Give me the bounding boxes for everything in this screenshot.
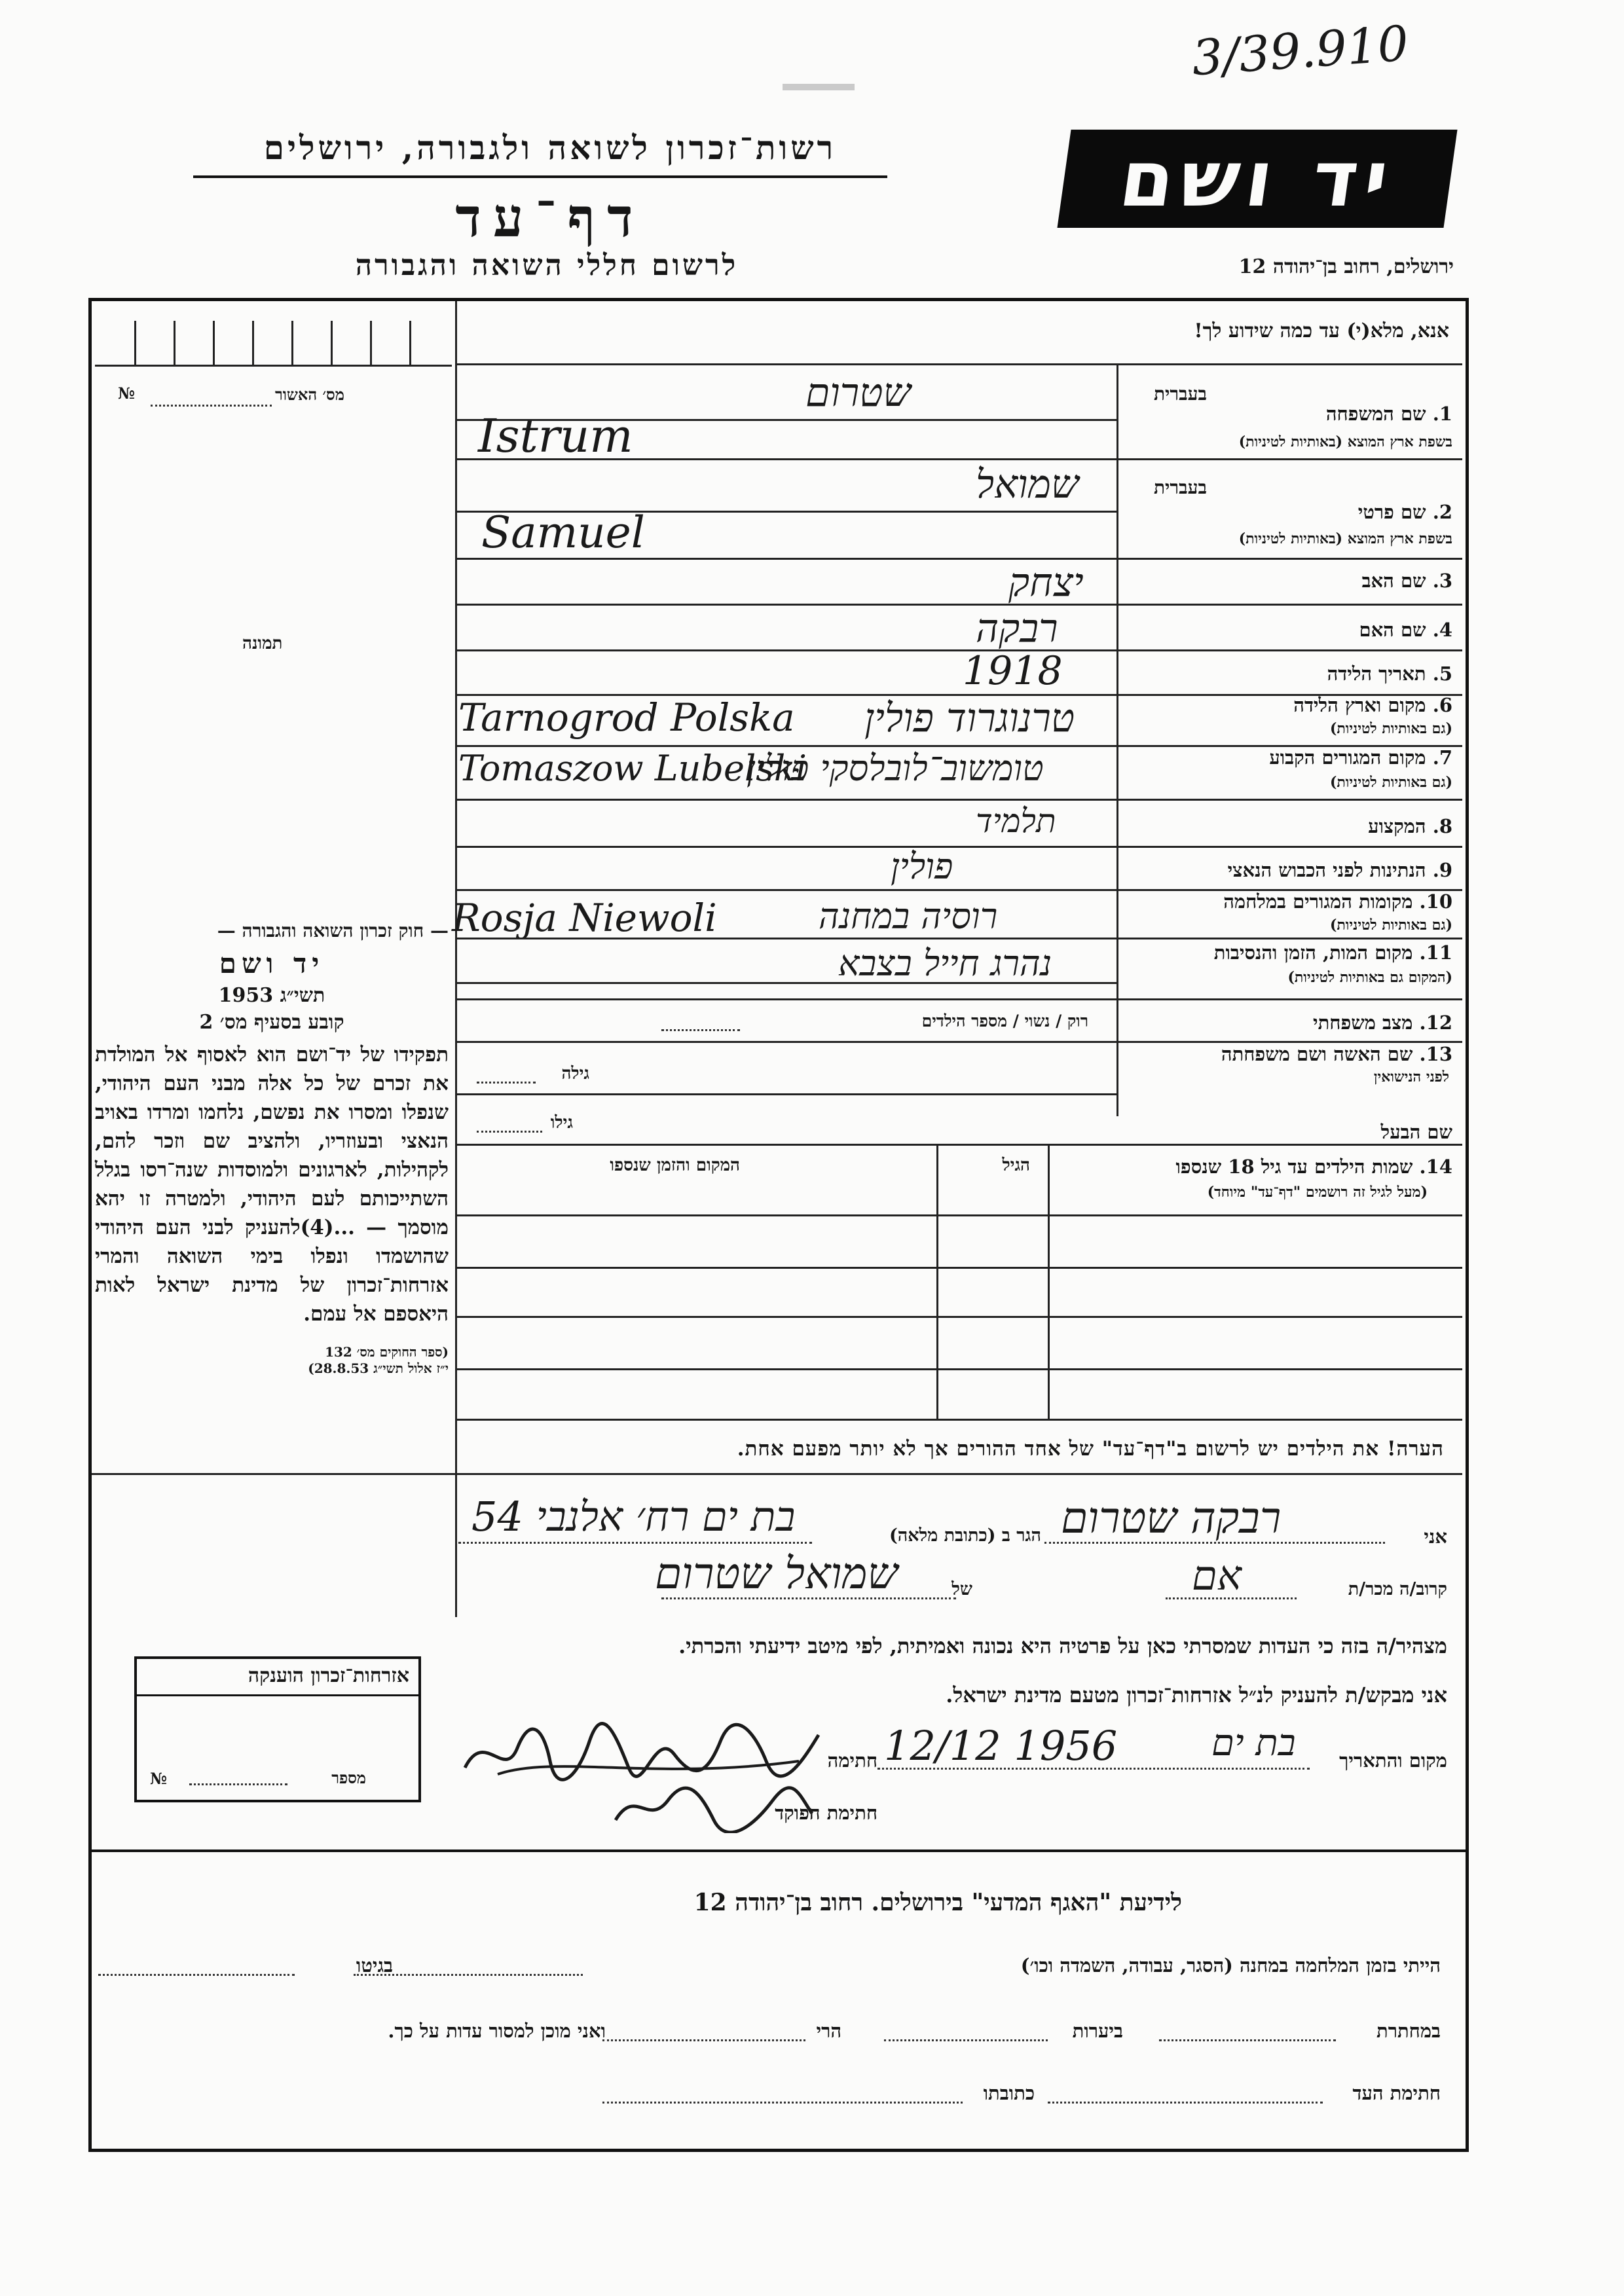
bottom-section-rule [92,1850,1466,1852]
law-reference-date: י״ז אלול תשי״ג 28.8.53) [308,1360,449,1376]
bottom-line3-b-fill[interactable] [602,2102,963,2104]
declaration-2: אני מבקש/ת להעניק לנ״ל אזרחות־זכרון מטעם מדינת ישראל. [946,1683,1447,1707]
field-13-name: שם האשה ושם משפחתה [1221,1043,1413,1065]
signature-label: חתימה [827,1749,877,1772]
field-9-value[interactable]: פולין [891,846,953,887]
field-4-rule [455,649,1462,651]
place-value[interactable]: בת ים [1211,1722,1296,1764]
address: ירושלים, רחוב בן־יהודה 12 [1238,255,1454,278]
field-12-name: מצב משפחתי [1313,1011,1413,1034]
approval-number-sign: № [118,384,136,403]
declarant-name[interactable]: רבקה שטרום [1061,1493,1282,1543]
citizenship-number-sign: № [150,1769,168,1788]
approval-number-label: מס׳ האשור [275,385,344,404]
field-6-name: מקום וארץ הלידה [1293,694,1426,716]
field-8-name: המקצוע [1368,815,1426,837]
field-2-lang: בעברית [1153,477,1207,498]
of-label: של [951,1579,972,1599]
children-label: 14. שמות הילדים עד גיל 18 שנספו [1175,1156,1452,1178]
yad-vashem-logo [1057,130,1457,228]
field-2-name: שם פרטי [1357,501,1426,523]
bottom-line1-end-fill[interactable] [98,1974,295,1976]
field-12-label [1313,1011,1452,1034]
field-11-rule [455,998,1462,1000]
field-11-label [1214,941,1452,964]
intro-rule [455,363,1462,365]
husband-age-label: גילו [550,1113,573,1133]
field-10-rule [455,938,1462,939]
intro-text: אנא, מלא(י) עד כמה שידוע לך! [1194,319,1449,342]
logo-text: יד ושם [1114,134,1401,224]
field-2-value-latin[interactable]: Samuel [481,507,645,558]
tick-row [95,321,452,367]
field-2-sub: בשפת ארץ המוצא (באותיות לטיניות) [1238,530,1452,547]
law-year: תשי״ג 1953 [218,984,325,1007]
field-1-label [1326,403,1452,426]
wife-age-line[interactable] [477,1082,536,1084]
field-11-rule-a [455,982,1116,984]
law-box [95,920,449,1377]
husband-age-line[interactable] [477,1131,542,1133]
field-8-rule [455,846,1462,848]
children-header-rule [455,1214,1462,1216]
field-4-num: 4. [1432,619,1452,641]
field-6-label [1293,694,1452,717]
field-5-label [1327,663,1452,685]
field-1-rule [455,458,1462,460]
field-1-lang: בעברית [1153,383,1207,405]
field-11-num: 11. [1419,941,1452,964]
bottom-line3-a: חתימת העד [1352,2082,1441,2104]
date-value[interactable]: 12/12 1956 [884,1722,1118,1770]
field-2-value[interactable]: שמואל [976,462,1079,507]
field-6-sub: (גם באותיות לטיניות) [1329,720,1452,737]
field-12-num: 12. [1419,1011,1452,1034]
citizenship-number-line[interactable] [189,1783,287,1785]
field-1-value[interactable]: שטרום [805,370,911,416]
field-8-num: 8. [1432,815,1452,837]
field-10-name: מקומות המגורים במלחמה [1223,890,1413,913]
field-12-children-line[interactable] [661,1029,740,1031]
relation-value[interactable]: אם [1192,1552,1242,1599]
field-7-label [1269,746,1452,769]
archive-number: 3/39.910 [1190,15,1411,87]
note-rule [455,1473,1462,1475]
field-7-num: 7. [1432,746,1452,769]
field-13-rule-b [455,1144,1462,1146]
husband-label: שם הבעל [1380,1121,1452,1143]
field-9-name: הנתינות לפני הכבוש הנאצי [1227,859,1426,881]
children-row-1 [455,1267,1462,1269]
field-10-value-latin[interactable]: Rosja Niewoli [452,896,717,940]
field-13-sub: לפני הנישואין [1373,1068,1449,1085]
declarant-address-line [458,1542,812,1544]
field-3-value[interactable]: יצחק [1008,560,1084,606]
field-11-sub: (המקום גם באותיות לטיניות) [1287,969,1452,986]
field-6-value-latin[interactable]: Tarnogrod Polska [458,695,795,740]
law-section: קובע בסעיף מס׳ 2 [199,1011,344,1034]
field-12-value[interactable]: רוק / נשוי / מספר הילדים [921,1011,1088,1030]
field-7-rule [455,799,1462,801]
field-13-label [1221,1043,1452,1066]
institution-name: רשות־זכרון לשואה ולגבורה, ירושלים [263,128,837,167]
children-row-4 [455,1419,1462,1421]
form-title: דף־עד [455,187,645,249]
bottom-line3-b: כתובתו [983,2082,1035,2104]
field-13-rule [455,1093,1116,1095]
bottom-line2-b: ביערות [1072,2020,1123,2042]
field-8-value[interactable]: תלמיד [976,802,1056,840]
bottom-line2-c: הרי [816,2020,841,2042]
field-8-label [1368,815,1452,838]
law-reference: (ספר החוקים מס׳ 132 [325,1344,449,1360]
field-6-value[interactable]: טרנוגרוד פולין [864,695,1075,741]
note-text: הערה! את הילדים יש לרשום ב"דף־עד" של אחד ההורים אך לא יותר מפעם אחת. [737,1437,1444,1461]
children-row-3 [455,1368,1462,1370]
field-9-num: 9. [1432,859,1452,881]
field-11-name: מקום המות, הזמן והנסיבות [1213,941,1413,964]
children-col-divider-2 [936,1144,938,1419]
field-13-num: 13. [1419,1043,1452,1065]
place-date-label: מקום והתאריך [1339,1749,1447,1772]
citizenship-box [134,1656,421,1802]
field-6-num: 6. [1432,694,1452,716]
field-1-value-latin[interactable]: Istrum [478,409,633,463]
field-2-label [1358,501,1452,524]
children-col-place: המקום והזמן שנספו [610,1156,740,1175]
of-name-line [661,1597,956,1599]
children-col-divider-1 [1048,1144,1050,1419]
field-3-num: 3. [1432,570,1452,592]
field-7-value-latin[interactable]: Tomaszow Lubelski [458,748,807,789]
official-signature-label: חתימת הפוקד [775,1802,877,1824]
field-7-value[interactable]: טומשוב־לובלסקי פולין [747,748,1044,789]
field-10-sub: (גם באותיות לטיניות) [1329,917,1452,934]
law-text: תפקידו של יד־ושם הוא לאסוף אל המולדת את זכרם של כל אלה מבני העם היהודי, שנפלו ומסרו את נפשם, נלחמו ומרדו באויב הנאצי ובעוזריו, ולהציב שם וזכר להם, לקהילות, לארגונים ולמוסדות שנה־רסו בגלל השתייכותם לעם היהודי, ולמטרה זו יהא מוסמך — ...(4)להעניק לבני העם היהודי שהושמדו ונפלו בימי השואה והמרי אזרחות־זכרון של מדינת ישראל לאות היאספם אל עמם. [95,1043,449,1326]
photo-label: תמונה [242,634,283,653]
field-9-label [1228,859,1452,882]
declarant-i-label: אני [1424,1525,1447,1548]
field-3-name: שם האב [1361,570,1426,592]
field-4-label [1359,619,1452,642]
citizenship-title: אזרחות־זכרון הוענקה [137,1659,418,1696]
field-2-rule [455,558,1462,560]
law-title: — חוק זכרון השואה והגבורה — [217,920,449,941]
children-col-age: הגיל [1002,1156,1030,1175]
field-10-label [1223,890,1452,913]
bottom-line3-a-fill[interactable] [1048,2102,1323,2104]
declarant-address[interactable]: בת ים רח׳ אלנבי 54 [471,1493,796,1540]
field-2-num: 2. [1432,501,1452,523]
stamp-smudge [783,84,855,90]
declarant-signature[interactable] [458,1715,825,1787]
official-signature-scribble [609,1781,819,1833]
declarant-name-line [1044,1542,1385,1544]
field-1-name: שם המשפחה [1325,403,1426,425]
wife-age-label: גילה [561,1064,589,1084]
bottom-line2-a-fill[interactable] [1159,2039,1336,2041]
field-10-num: 10. [1419,890,1452,913]
date-line [877,1768,1310,1770]
official-signature[interactable] [609,1781,819,1833]
bottom-line1: הייתי בזמן המלחמה במחנה (הסגר, עבודה, השמדה וכו׳) [1020,1954,1441,1977]
children-sub: (מעל לגיל זה רושמים "דף־עד" מיוחד) [1207,1184,1428,1201]
signature-scribble [458,1715,825,1787]
field-5-num: 5. [1432,663,1452,685]
field-7-name: מקום המגורים הקבוע [1269,746,1426,769]
field-4-name: שם האם [1359,619,1426,641]
relation-line [1166,1597,1297,1599]
field-1-num: 1. [1432,403,1452,425]
law-bottom-rule [92,1473,455,1475]
form-subtitle: לרשום חללי השואה והגבורה [355,249,739,282]
field-5-value[interactable]: 1918 [963,648,1063,694]
bottom-line2-b-fill[interactable] [884,2039,1048,2041]
relation-label: קרוב/ה מכר/ת [1348,1579,1447,1599]
resides-label: הגר ב (כתובת מלאה) [889,1525,1041,1546]
field-3-rule [455,604,1462,606]
field-10-value[interactable]: רוסיה במחנה [819,896,998,937]
law-name: יד ושם [219,947,325,979]
bottom-line2-d: ואני מוכן למסור עדות על כך. [388,2020,606,2042]
bottom-line2-a: במחתרת [1376,2020,1441,2042]
bottom-line2-c-fill[interactable] [602,2039,805,2041]
field-11-value[interactable]: נהרג חייל בצבא [838,943,1052,984]
field-1-sub: בשפת ארץ המוצא (באותיות לטיניות) [1238,433,1452,450]
of-name[interactable]: שמואל שטרום [655,1548,898,1599]
field-4-value[interactable]: רבקה [976,606,1058,651]
institution-underline [193,175,887,178]
declaration-1: מצהיר/ה בזה כי העדות שמסרתי כאן על פרטיה היא נכונה ואמיתית, לפי מיטב ידיעתי והכרתי. [678,1633,1447,1658]
citizenship-number-label: מספר [331,1768,366,1787]
field-5-name: תאריך הלידה [1327,663,1426,685]
bottom-title: לידיעת "האגף המדעי" בירושלים. רחוב בן־יהודה 12 [693,1889,1182,1916]
field-3-label [1362,570,1452,592]
bottom-line1-end: בגיטו [356,1954,393,1977]
approval-number-line[interactable] [151,405,272,407]
label-column-divider [1116,363,1118,1116]
children-row-2 [455,1316,1462,1318]
field-7-sub: (גם באותיות לטיניות) [1329,774,1452,791]
